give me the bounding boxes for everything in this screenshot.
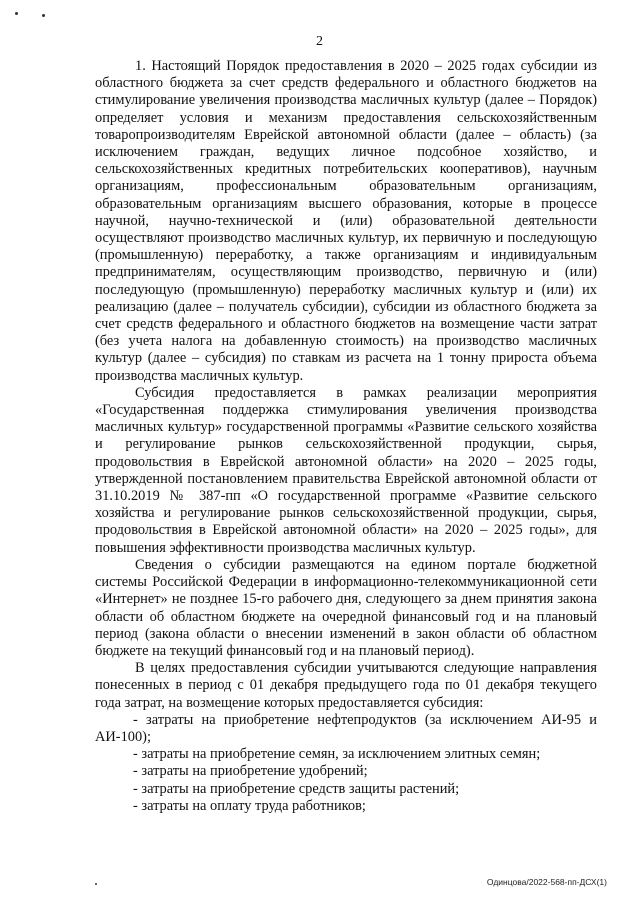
- document-body: [95, 58, 597, 815]
- scan-speck: [42, 14, 45, 17]
- list-item: - затраты на приобретение семян, за исключением элитных семян;: [133, 746, 541, 763]
- document-code: Одинцова/2022-568-пп-ДСХ(1): [486, 877, 607, 887]
- list-item: - затраты на приобретение удобрений;: [133, 763, 368, 780]
- scan-speck: [15, 12, 18, 15]
- page-number: 2: [316, 34, 323, 49]
- list-item: - затраты на приобретение нефтепродуктов (за исключением АИ-95 и АИ-100);: [95, 711, 597, 745]
- paragraph: Субсидия предоставляется в рамках реализации мероприятия «Государственная поддержка стимулирования увеличения производства масличных культур» государственной программы «Развитие сельского хозяйства и регулирование рынков сельскохозяйственной продукции, сырья, продовольствия в Еврейской автономной области» на 2020 – 2025 годы, утвержденной постановлением правительства Еврейской автономной области от 31.10.2019 № 387-пп «О государственной программе «Развитие сельского хозяйства и регулирование рынков сельскохозяйственной продукции, сырья, продовольствия в Еврейской автономной области» на 2020 – 2025 годы», для повышения эффективности производства масличных культур.: [95, 384, 597, 556]
- paragraph: Сведения о субсидии размещаются на едином портале бюджетной системы Российской Федерации в информационно-телекоммуникационной сети «Интернет» не позднее 15-го рабочего дня, следующего за днем принятия закона области об областном бюджете на очередной финансовый год и на плановый период (закона области о внесении изменений в закон области об областном бюджете на текущий финансовый год и на плановый период).: [95, 556, 597, 659]
- paragraph: 1. Настоящий Порядок предоставления в 2020 – 2025 годах субсидии из областного бюджета за счет средств федерального и областного бюджетов на стимулирование увеличения производства масличных культур (далее – Порядок) определяет условия и механизм предоставления сельскохозяйственным товаропроизводителям Еврейской автономной области (далее – область) (за исключением граждан, ведущих личное подсобное хозяйство, и сельскохозяйственных кредитных потребительских кооперативов), научным организациям, профессиональным образовательным организациям, образовательным организациям высшего образования, которые в процессе научной, научно-технической и (или) образовательной деятельности осуществляют производство масличных культур, их первичную и последующую (промышленную) переработку, а также организациям и индивидуальным предпринимателям, осуществляющим производство, первичную и (или) последующую (промышленную) переработку масличных культур и (или) их реализацию (далее – получатель субсидии), субсидии из областного бюджета за счет средств федерального и областного бюджетов на возмещение части затрат (без учета налога на добавленную стоимость) на производство масличных культур (далее – субсидия) по ставкам из расчета на 1 тонну прироста объема производства масличных культур.: [95, 58, 597, 384]
- list-item: - затраты на оплату труда работников;: [133, 797, 366, 814]
- paragraph: В целях предоставления субсидии учитываются следующие направления понесенных в период с 01 декабря предыдущего года по 01 декабря текущего года затрат, на возмещение которых предоставляется субсидия:: [95, 660, 597, 711]
- list-item: - затраты на приобретение средств защиты растений;: [133, 780, 460, 797]
- scan-speck: [95, 883, 97, 885]
- expense-list: [95, 712, 597, 815]
